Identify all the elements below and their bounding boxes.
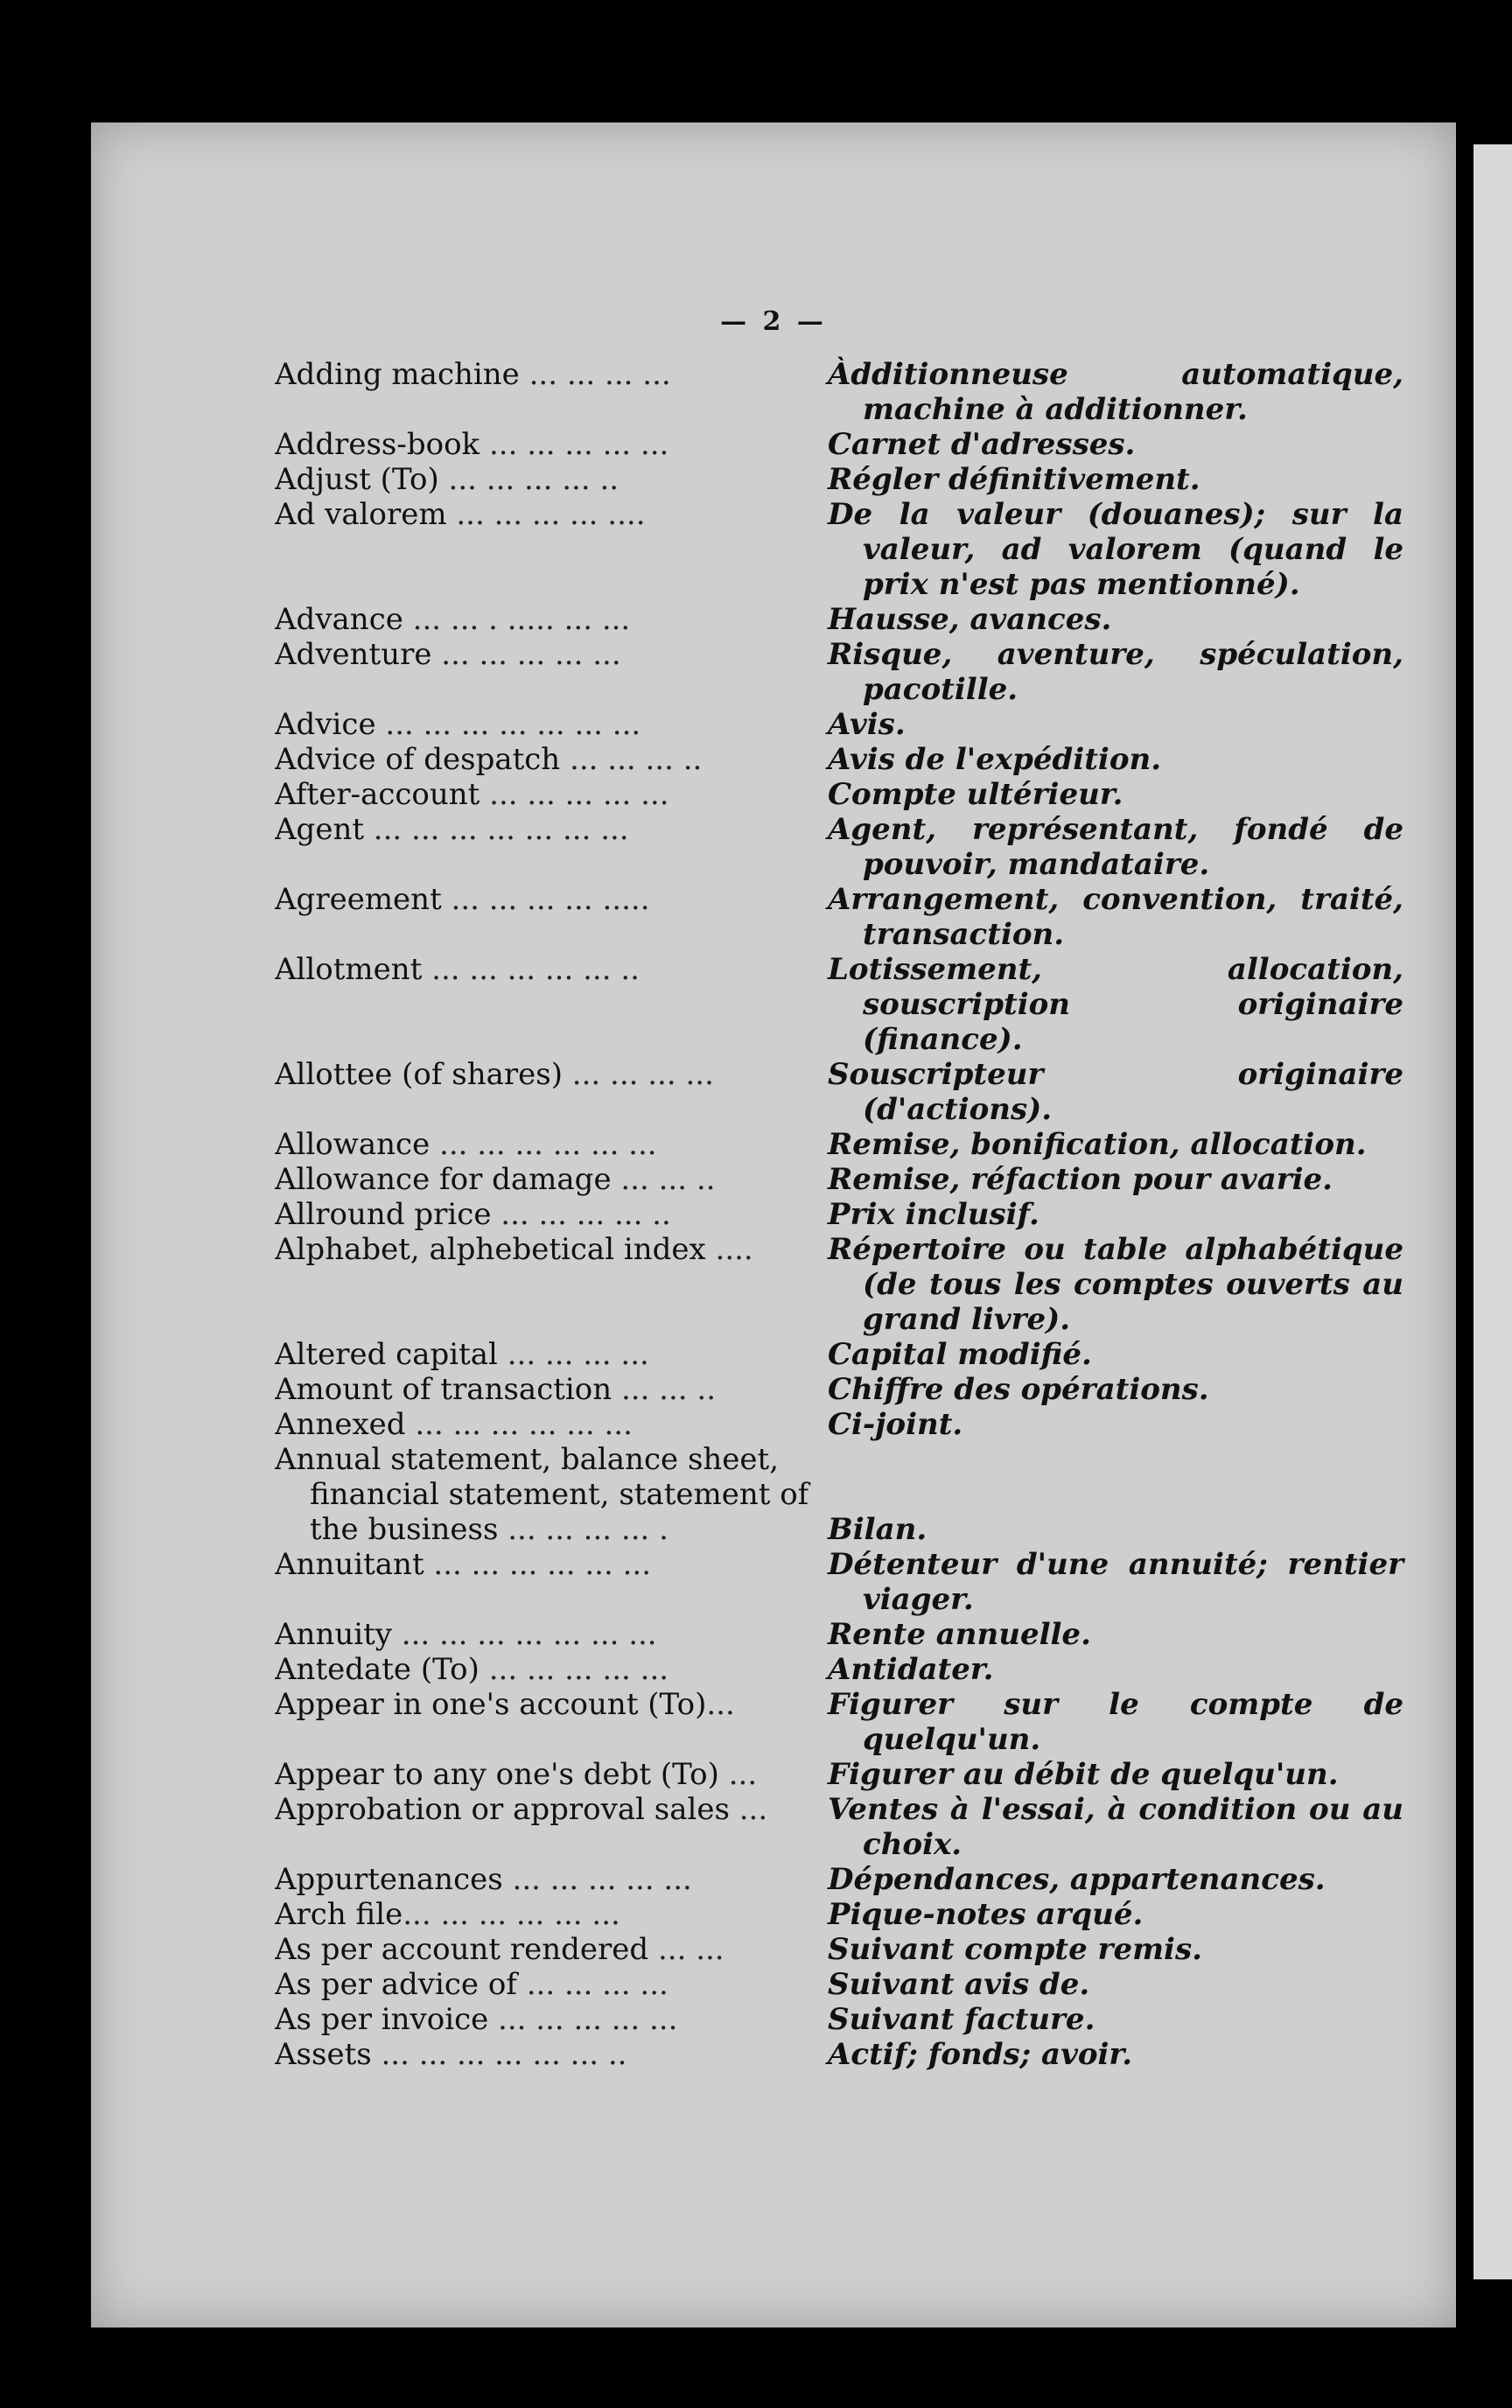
french-translation: De la valeur (douanes); sur la valeur, ad valorem (quand le prix n'est pas mentionné). xyxy=(828,497,1404,602)
glossary-entry xyxy=(275,1372,1412,1407)
term-text: After-account xyxy=(275,777,480,812)
term-text: Arch file xyxy=(275,1897,403,1932)
glossary-entry xyxy=(275,1197,1412,1232)
term-text: Adding machine xyxy=(275,357,520,392)
glossary-entry xyxy=(275,1617,1412,1652)
term-text: As per invoice xyxy=(275,2002,489,2037)
facing-page-edge xyxy=(1474,144,1512,2279)
english-term xyxy=(275,357,828,392)
english-term xyxy=(275,1617,828,1652)
french-translation: Actif; fonds; avoir. xyxy=(828,2037,1133,2072)
french-translation: Capital modifié. xyxy=(828,1337,1092,1372)
term-text: Advice of despatch xyxy=(275,742,561,777)
leader-dots: ... ... ... ... .. xyxy=(438,462,620,497)
glossary-entry xyxy=(275,497,1412,602)
english-term xyxy=(275,1232,828,1267)
term-text: Agent xyxy=(275,812,364,847)
leader-dots: ... ... .. xyxy=(612,1372,717,1407)
term-text: Altered capital xyxy=(275,1337,498,1372)
leader-dots: ... ... ... ... xyxy=(516,1967,668,2002)
glossary-entry xyxy=(275,812,1412,882)
leader-dots: ... ... . ..... ... ... xyxy=(402,602,631,637)
english-term xyxy=(275,882,828,917)
english-term xyxy=(275,1792,828,1827)
term-text: Appear in one's account (To) xyxy=(275,1687,707,1722)
glossary-entry xyxy=(275,742,1412,777)
leader-dots: ... ... ... ... ... xyxy=(431,637,621,672)
glossary-entry xyxy=(275,1337,1412,1372)
leader-dots: ... ... ... ... xyxy=(562,1057,714,1092)
french-translation: Bilan. xyxy=(828,1512,928,1547)
term-text: Address-book xyxy=(275,427,480,462)
leader-dots: ... ... ... ... ..... xyxy=(441,882,650,917)
french-translation: Remise, bonification, allocation. xyxy=(828,1127,1367,1162)
glossary-entry xyxy=(275,1127,1412,1162)
french-translation: Agent, représentant, fondé de pouvoir, mandataire. xyxy=(828,812,1404,882)
french-translation: Pique-notes arqué. xyxy=(828,1897,1144,1932)
leader-dots: ... ... ... ... ... ... ... xyxy=(375,707,641,742)
english-term xyxy=(275,497,828,532)
english-term xyxy=(275,1442,828,1547)
term-text: Allottee (of shares) xyxy=(275,1057,563,1092)
glossary-entry xyxy=(275,952,1412,1057)
french-translation: Régler définitivement. xyxy=(828,462,1200,497)
english-term xyxy=(275,1337,828,1372)
english-term xyxy=(275,742,828,777)
book-page xyxy=(91,122,1456,2328)
term-text: Advice xyxy=(275,707,376,742)
french-translation: Hausse, avances. xyxy=(828,602,1112,637)
leader-dots: ... ... ... ... xyxy=(519,357,671,392)
glossary-entry xyxy=(275,357,1412,427)
english-term xyxy=(275,1652,828,1687)
english-term xyxy=(275,1757,828,1792)
glossary-entry xyxy=(275,462,1412,497)
english-term xyxy=(275,637,828,672)
english-term xyxy=(275,462,828,497)
french-translation: Chiffre des opérations. xyxy=(828,1372,1209,1407)
english-term xyxy=(275,1547,828,1582)
term-text: Adventure xyxy=(275,637,432,672)
french-translation: Lotissement, allocation, souscription originaire (finance). xyxy=(828,952,1404,1057)
leader-dots: ... ... ... ... ... ... .. xyxy=(371,2037,627,2072)
english-term xyxy=(275,812,828,847)
leader-dots: ... xyxy=(718,1757,758,1792)
glossary-entry xyxy=(275,1862,1412,1897)
english-term xyxy=(275,602,828,637)
glossary-entry xyxy=(275,882,1412,952)
english-term xyxy=(275,1127,828,1162)
english-term xyxy=(275,1197,828,1232)
french-translation: Répertoire ou table alphabétique (de tous les comptes ouverts au grand livre). xyxy=(828,1232,1404,1337)
term-text: Antedate (To) xyxy=(275,1652,480,1687)
leader-dots: ... ... ... ... ... ... xyxy=(430,1127,657,1162)
english-term xyxy=(275,1162,828,1197)
glossary-entry xyxy=(275,1057,1412,1127)
glossary-entry xyxy=(275,1547,1412,1617)
glossary-entry xyxy=(275,1792,1412,1862)
leader-dots: ... ... ... ... ... ... ... xyxy=(364,812,629,847)
leader-dots: ... ... ... ... ... ... xyxy=(402,1897,620,1932)
term-text: Advance xyxy=(275,602,403,637)
term-text: Approbation or approval sales xyxy=(275,1792,730,1827)
french-translation: Remise, réfaction pour avarie. xyxy=(828,1162,1334,1197)
glossary-entry xyxy=(275,1162,1412,1197)
french-translation: Avis. xyxy=(828,707,906,742)
leader-dots: ... ... ... ... ... ... xyxy=(424,1547,652,1582)
term-text: Annexed xyxy=(275,1407,406,1442)
french-translation: Avis de l'expédition. xyxy=(828,742,1162,777)
english-term xyxy=(275,1897,828,1932)
english-term xyxy=(275,952,828,987)
leader-dots: ... ... ... ... ... ... xyxy=(405,1407,633,1442)
french-translation: Suivant avis de. xyxy=(828,1967,1090,2002)
french-translation: Arrangement, convention, traité, transaction. xyxy=(828,882,1404,952)
leader-dots: ... ... ... .. xyxy=(560,742,703,777)
french-translation: Figurer au débit de quelqu'un. xyxy=(828,1757,1339,1792)
leader-dots: ... ... ... ... ... xyxy=(480,427,669,462)
french-translation: Prix inclusif. xyxy=(828,1197,1040,1232)
glossary-entry xyxy=(275,1897,1412,1932)
page-number: — 2 — xyxy=(720,306,827,337)
leader-dots: ... xyxy=(706,1687,735,1722)
glossary-entry xyxy=(275,1652,1412,1687)
glossary-entry xyxy=(275,1967,1412,2002)
leader-dots: ... ... ... ... ... xyxy=(479,1652,669,1687)
glossary-entry xyxy=(275,637,1412,707)
leader-dots: ... ... .. xyxy=(611,1162,716,1197)
english-term xyxy=(275,1967,828,2002)
term-text: Allowance xyxy=(275,1127,430,1162)
leader-dots: ... xyxy=(729,1792,768,1827)
leader-dots: ... ... ... ... .. xyxy=(491,1197,671,1232)
glossary-entry xyxy=(275,1932,1412,1967)
glossary-entry xyxy=(275,1757,1412,1792)
glossary-list xyxy=(275,357,1412,2072)
leader-dots: ... ... ... ... .... xyxy=(446,497,646,532)
english-term xyxy=(275,1372,828,1407)
term-text: Adjust (To) xyxy=(275,462,439,497)
term-text: Annual statement, balance sheet, financial statement, statement of the business xyxy=(275,1442,809,1547)
french-translation: Ventes à l'essai, à condition ou au choix. xyxy=(828,1792,1404,1862)
glossary-entry xyxy=(275,427,1412,462)
leader-dots: ... ... ... ... ... xyxy=(480,777,669,812)
term-text: Appear to any one's debt (To) xyxy=(275,1757,719,1792)
leader-dots: ... ... ... ... xyxy=(497,1337,649,1372)
leader-dots: ... ... ... ... ... ... ... xyxy=(392,1617,657,1652)
english-term xyxy=(275,1407,828,1442)
english-term xyxy=(275,1932,828,1967)
leader-dots: ... ... ... ... ... xyxy=(488,2002,678,2037)
term-text: Amount of transaction xyxy=(275,1372,612,1407)
french-translation: Souscripteur originaire (d'actions). xyxy=(828,1057,1404,1127)
english-term xyxy=(275,1057,828,1092)
french-translation: Suivant facture. xyxy=(828,2002,1096,2037)
term-text: As per advice of xyxy=(275,1967,517,2002)
glossary-entry xyxy=(275,1442,1412,1547)
french-translation: Dépendances, appartenances. xyxy=(828,1862,1326,1897)
glossary-entry xyxy=(275,1232,1412,1337)
term-text: Allotment xyxy=(275,952,423,987)
term-text: Annuity xyxy=(275,1617,392,1652)
french-translation: Détenteur d'une annuité; rentier viager. xyxy=(828,1547,1404,1617)
french-translation: Figurer sur le compte de quelqu'un. xyxy=(828,1687,1404,1757)
english-term xyxy=(275,777,828,812)
glossary-entry xyxy=(275,2037,1412,2072)
glossary-entry xyxy=(275,1407,1412,1442)
french-translation: Suivant compte remis. xyxy=(828,1932,1202,1967)
english-term xyxy=(275,2037,828,2072)
english-term xyxy=(275,2002,828,2037)
glossary-entry xyxy=(275,1687,1412,1757)
term-text: Assets xyxy=(275,2037,372,2072)
glossary-entry xyxy=(275,2002,1412,2037)
term-text: Ad valorem xyxy=(275,497,447,532)
french-translation: Àdditionneuse automatique, machine à additionner. xyxy=(828,357,1404,427)
french-translation: Compte ultérieur. xyxy=(828,777,1124,812)
term-text: Agreement xyxy=(275,882,442,917)
leader-dots: ... ... ... ... ... xyxy=(502,1862,692,1897)
term-text: Allround price xyxy=(275,1197,492,1232)
french-translation: Rente annuelle. xyxy=(828,1617,1091,1652)
english-term xyxy=(275,427,828,462)
leader-dots: .... xyxy=(705,1232,753,1267)
glossary-entry xyxy=(275,602,1412,637)
glossary-entry xyxy=(275,707,1412,742)
glossary-entry xyxy=(275,777,1412,812)
french-translation: Risque, aventure, spéculation, pacotille. xyxy=(828,637,1404,707)
french-translation: Antidater. xyxy=(828,1652,994,1687)
leader-dots: ... ... ... ... . xyxy=(498,1512,668,1547)
english-term xyxy=(275,1687,828,1722)
english-term xyxy=(275,707,828,742)
term-text: As per account rendered xyxy=(275,1932,649,1967)
french-translation: Carnet d'adresses. xyxy=(828,427,1136,462)
term-text: Appurtenances xyxy=(275,1862,503,1897)
english-term xyxy=(275,1862,828,1897)
term-text: Annuitant xyxy=(275,1547,424,1582)
term-text: Allowance for damage xyxy=(275,1162,612,1197)
leader-dots: ... ... ... ... ... .. xyxy=(422,952,640,987)
french-translation: Ci-joint. xyxy=(828,1407,963,1442)
term-text: Alphabet, alphebetical index xyxy=(275,1232,706,1267)
leader-dots: ... ... xyxy=(648,1932,724,1967)
